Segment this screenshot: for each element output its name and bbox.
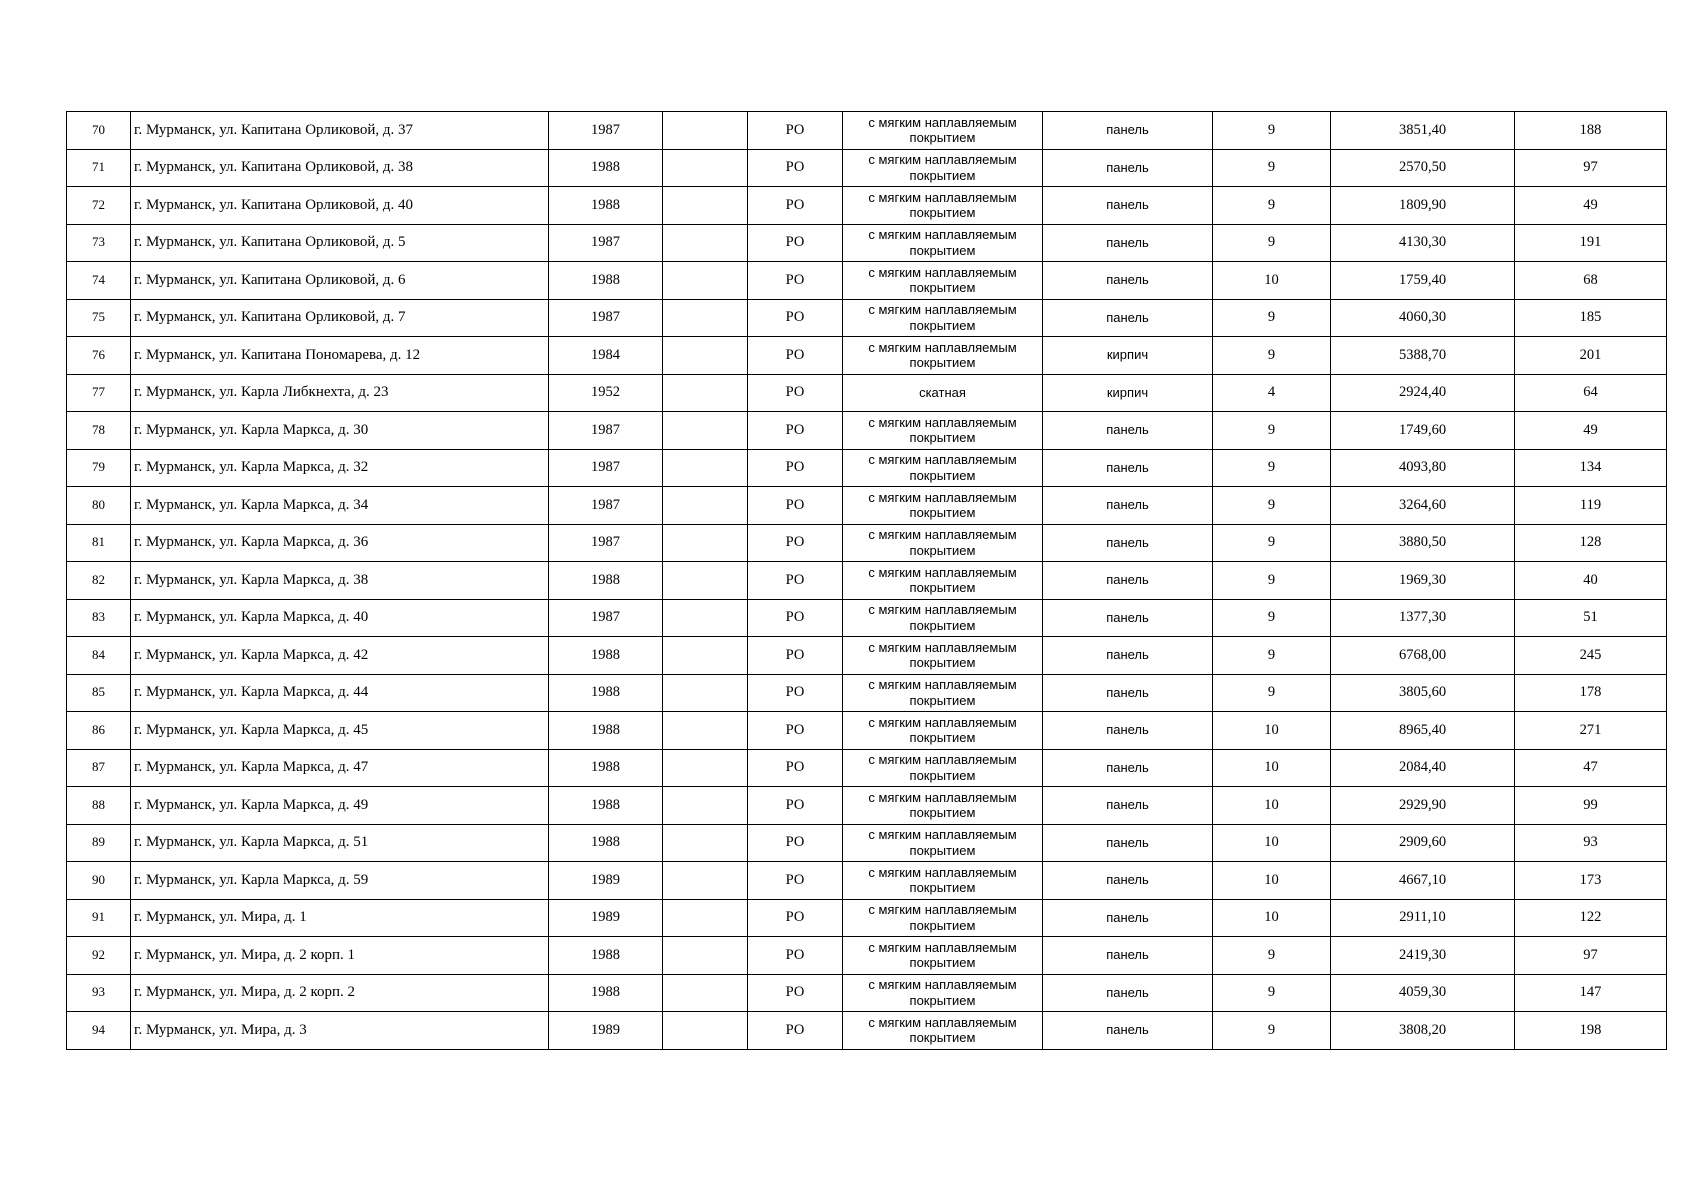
program-cell: РО (748, 149, 843, 187)
program-cell: РО (748, 862, 843, 900)
wall-material-cell: панель (1043, 599, 1213, 637)
residents-cell: 68 (1515, 262, 1667, 300)
wall-material-cell: панель (1043, 974, 1213, 1012)
row-number-cell: 78 (67, 412, 131, 450)
residents-cell: 134 (1515, 449, 1667, 487)
floors-cell: 9 (1213, 187, 1331, 225)
address-cell: г. Мурманск, ул. Карла Маркса, д. 34 (131, 487, 549, 525)
area-cell: 3851,40 (1331, 112, 1515, 150)
year-built-cell: 1987 (549, 299, 663, 337)
address-cell: г. Мурманск, ул. Капитана Пономарева, д. 12 (131, 337, 549, 375)
area-cell: 2909,60 (1331, 824, 1515, 862)
roof-type-cell: с мягким наплавляемым покрытием (843, 937, 1043, 975)
table-row (67, 637, 1667, 675)
area-cell: 1377,30 (1331, 599, 1515, 637)
year-built-cell: 1987 (549, 524, 663, 562)
floors-cell: 9 (1213, 112, 1331, 150)
area-cell: 2911,10 (1331, 899, 1515, 937)
address-cell: г. Мурманск, ул. Капитана Орликовой, д. 6 (131, 262, 549, 300)
area-cell: 4130,30 (1331, 224, 1515, 262)
address-cell: г. Мурманск, ул. Карла Либкнехта, д. 23 (131, 374, 549, 412)
address-cell: г. Мурманск, ул. Карла Маркса, д. 32 (131, 449, 549, 487)
roof-type-cell: с мягким наплавляемым покрытием (843, 412, 1043, 450)
program-cell: РО (748, 1012, 843, 1050)
residents-cell: 271 (1515, 712, 1667, 750)
address-cell: г. Мурманск, ул. Мира, д. 2 корп. 2 (131, 974, 549, 1012)
program-cell: РО (748, 749, 843, 787)
floors-cell: 10 (1213, 824, 1331, 862)
residents-cell: 51 (1515, 599, 1667, 637)
roof-type-cell: скатная (843, 374, 1043, 412)
program-cell: РО (748, 637, 843, 675)
floors-cell: 9 (1213, 637, 1331, 675)
row-number-cell: 77 (67, 374, 131, 412)
floors-cell: 10 (1213, 787, 1331, 825)
year-built-cell: 1989 (549, 1012, 663, 1050)
floors-cell: 4 (1213, 374, 1331, 412)
wall-material-cell: кирпич (1043, 374, 1213, 412)
program-cell: РО (748, 187, 843, 225)
table-row (67, 712, 1667, 750)
address-cell: г. Мурманск, ул. Капитана Орликовой, д. 7 (131, 299, 549, 337)
program-cell: РО (748, 899, 843, 937)
table-row (67, 449, 1667, 487)
address-cell: г. Мурманск, ул. Карла Маркса, д. 47 (131, 749, 549, 787)
wall-material-cell: панель (1043, 112, 1213, 150)
program-cell: РО (748, 524, 843, 562)
row-number-cell: 91 (67, 899, 131, 937)
residents-cell: 119 (1515, 487, 1667, 525)
area-cell: 8965,40 (1331, 712, 1515, 750)
wall-material-cell: панель (1043, 187, 1213, 225)
table-row (67, 937, 1667, 975)
program-cell: РО (748, 487, 843, 525)
empty-cell (663, 299, 748, 337)
residents-cell: 201 (1515, 337, 1667, 375)
roof-type-cell: с мягким наплавляемым покрытием (843, 674, 1043, 712)
year-built-cell: 1989 (549, 899, 663, 937)
program-cell: РО (748, 112, 843, 150)
wall-material-cell: панель (1043, 149, 1213, 187)
table-row (67, 524, 1667, 562)
table-row (67, 412, 1667, 450)
floors-cell: 9 (1213, 412, 1331, 450)
area-cell: 1969,30 (1331, 562, 1515, 600)
row-number-cell: 89 (67, 824, 131, 862)
floors-cell: 9 (1213, 449, 1331, 487)
residents-cell: 173 (1515, 862, 1667, 900)
year-built-cell: 1988 (549, 712, 663, 750)
row-number-cell: 94 (67, 1012, 131, 1050)
year-built-cell: 1988 (549, 187, 663, 225)
residents-cell: 198 (1515, 1012, 1667, 1050)
empty-cell (663, 449, 748, 487)
address-cell: г. Мурманск, ул. Капитана Орликовой, д. 37 (131, 112, 549, 150)
program-cell: РО (748, 337, 843, 375)
residents-cell: 245 (1515, 637, 1667, 675)
table-row (67, 187, 1667, 225)
address-cell: г. Мурманск, ул. Карла Маркса, д. 44 (131, 674, 549, 712)
year-built-cell: 1987 (549, 412, 663, 450)
year-built-cell: 1988 (549, 749, 663, 787)
empty-cell (663, 187, 748, 225)
empty-cell (663, 637, 748, 675)
area-cell: 6768,00 (1331, 637, 1515, 675)
wall-material-cell: панель (1043, 749, 1213, 787)
program-cell: РО (748, 412, 843, 450)
address-cell: г. Мурманск, ул. Капитана Орликовой, д. 5 (131, 224, 549, 262)
year-built-cell: 1988 (549, 824, 663, 862)
wall-material-cell: панель (1043, 449, 1213, 487)
empty-cell (663, 787, 748, 825)
empty-cell (663, 862, 748, 900)
area-cell: 2419,30 (1331, 937, 1515, 975)
row-number-cell: 88 (67, 787, 131, 825)
address-cell: г. Мурманск, ул. Карла Маркса, д. 30 (131, 412, 549, 450)
residents-cell: 122 (1515, 899, 1667, 937)
floors-cell: 9 (1213, 1012, 1331, 1050)
floors-cell: 10 (1213, 712, 1331, 750)
wall-material-cell: панель (1043, 224, 1213, 262)
program-cell: РО (748, 262, 843, 300)
area-cell: 4060,30 (1331, 299, 1515, 337)
row-number-cell: 85 (67, 674, 131, 712)
table-row (67, 112, 1667, 150)
residents-cell: 47 (1515, 749, 1667, 787)
housing-registry-table (66, 111, 1667, 1050)
empty-cell (663, 674, 748, 712)
row-number-cell: 84 (67, 637, 131, 675)
year-built-cell: 1988 (549, 787, 663, 825)
empty-cell (663, 149, 748, 187)
program-cell: РО (748, 224, 843, 262)
empty-cell (663, 112, 748, 150)
wall-material-cell: панель (1043, 787, 1213, 825)
year-built-cell: 1988 (549, 562, 663, 600)
row-number-cell: 93 (67, 974, 131, 1012)
roof-type-cell: с мягким наплавляемым покрытием (843, 187, 1043, 225)
year-built-cell: 1988 (549, 674, 663, 712)
row-number-cell: 72 (67, 187, 131, 225)
row-number-cell: 76 (67, 337, 131, 375)
table-row (67, 149, 1667, 187)
year-built-cell: 1989 (549, 862, 663, 900)
area-cell: 3264,60 (1331, 487, 1515, 525)
roof-type-cell: с мягким наплавляемым покрытием (843, 224, 1043, 262)
row-number-cell: 75 (67, 299, 131, 337)
residents-cell: 49 (1515, 187, 1667, 225)
program-cell: РО (748, 937, 843, 975)
floors-cell: 10 (1213, 899, 1331, 937)
table-row (67, 899, 1667, 937)
roof-type-cell: с мягким наплавляемым покрытием (843, 337, 1043, 375)
empty-cell (663, 337, 748, 375)
year-built-cell: 1988 (549, 262, 663, 300)
empty-cell (663, 562, 748, 600)
year-built-cell: 1988 (549, 974, 663, 1012)
year-built-cell: 1987 (549, 112, 663, 150)
table-body (67, 112, 1667, 1050)
row-number-cell: 82 (67, 562, 131, 600)
address-cell: г. Мурманск, ул. Карла Маркса, д. 59 (131, 862, 549, 900)
address-cell: г. Мурманск, ул. Карла Маркса, д. 42 (131, 637, 549, 675)
wall-material-cell: панель (1043, 524, 1213, 562)
area-cell: 3880,50 (1331, 524, 1515, 562)
residents-cell: 93 (1515, 824, 1667, 862)
row-number-cell: 83 (67, 599, 131, 637)
roof-type-cell: с мягким наплавляемым покрытием (843, 899, 1043, 937)
empty-cell (663, 412, 748, 450)
program-cell: РО (748, 674, 843, 712)
roof-type-cell: с мягким наплавляемым покрытием (843, 487, 1043, 525)
residents-cell: 178 (1515, 674, 1667, 712)
year-built-cell: 1988 (549, 149, 663, 187)
roof-type-cell: с мягким наплавляемым покрытием (843, 749, 1043, 787)
floors-cell: 9 (1213, 937, 1331, 975)
empty-cell (663, 262, 748, 300)
address-cell: г. Мурманск, ул. Мира, д. 2 корп. 1 (131, 937, 549, 975)
roof-type-cell: с мягким наплавляемым покрытием (843, 974, 1043, 1012)
wall-material-cell: панель (1043, 1012, 1213, 1050)
year-built-cell: 1987 (549, 224, 663, 262)
address-cell: г. Мурманск, ул. Капитана Орликовой, д. 40 (131, 187, 549, 225)
year-built-cell: 1988 (549, 937, 663, 975)
program-cell: РО (748, 299, 843, 337)
row-number-cell: 92 (67, 937, 131, 975)
roof-type-cell: с мягким наплавляемым покрытием (843, 637, 1043, 675)
row-number-cell: 90 (67, 862, 131, 900)
row-number-cell: 80 (67, 487, 131, 525)
empty-cell (663, 487, 748, 525)
address-cell: г. Мурманск, ул. Мира, д. 1 (131, 899, 549, 937)
area-cell: 1759,40 (1331, 262, 1515, 300)
roof-type-cell: с мягким наплавляемым покрытием (843, 599, 1043, 637)
row-number-cell: 79 (67, 449, 131, 487)
table-row (67, 787, 1667, 825)
row-number-cell: 81 (67, 524, 131, 562)
empty-cell (663, 224, 748, 262)
table-row (67, 824, 1667, 862)
table-row (67, 674, 1667, 712)
roof-type-cell: с мягким наплавляемым покрытием (843, 524, 1043, 562)
empty-cell (663, 599, 748, 637)
roof-type-cell: с мягким наплавляемым покрытием (843, 824, 1043, 862)
row-number-cell: 73 (67, 224, 131, 262)
floors-cell: 10 (1213, 262, 1331, 300)
year-built-cell: 1987 (549, 487, 663, 525)
table-row (67, 299, 1667, 337)
wall-material-cell: панель (1043, 299, 1213, 337)
residents-cell: 49 (1515, 412, 1667, 450)
empty-cell (663, 712, 748, 750)
empty-cell (663, 374, 748, 412)
roof-type-cell: с мягким наплавляемым покрытием (843, 112, 1043, 150)
table-row (67, 1012, 1667, 1050)
table-row (67, 599, 1667, 637)
table-row (67, 749, 1667, 787)
address-cell: г. Мурманск, ул. Карла Маркса, д. 38 (131, 562, 549, 600)
area-cell: 1809,90 (1331, 187, 1515, 225)
row-number-cell: 71 (67, 149, 131, 187)
floors-cell: 10 (1213, 749, 1331, 787)
wall-material-cell: панель (1043, 899, 1213, 937)
floors-cell: 9 (1213, 524, 1331, 562)
wall-material-cell: панель (1043, 862, 1213, 900)
year-built-cell: 1988 (549, 637, 663, 675)
program-cell: РО (748, 974, 843, 1012)
residents-cell: 97 (1515, 937, 1667, 975)
year-built-cell: 1987 (549, 449, 663, 487)
row-number-cell: 86 (67, 712, 131, 750)
area-cell: 5388,70 (1331, 337, 1515, 375)
floors-cell: 9 (1213, 149, 1331, 187)
roof-type-cell: с мягким наплавляемым покрытием (843, 712, 1043, 750)
floors-cell: 9 (1213, 562, 1331, 600)
floors-cell: 9 (1213, 487, 1331, 525)
wall-material-cell: панель (1043, 412, 1213, 450)
area-cell: 2924,40 (1331, 374, 1515, 412)
area-cell: 3805,60 (1331, 674, 1515, 712)
program-cell: РО (748, 787, 843, 825)
table-row (67, 224, 1667, 262)
row-number-cell: 74 (67, 262, 131, 300)
address-cell: г. Мурманск, ул. Карла Маркса, д. 49 (131, 787, 549, 825)
residents-cell: 191 (1515, 224, 1667, 262)
floors-cell: 9 (1213, 299, 1331, 337)
roof-type-cell: с мягким наплавляемым покрытием (843, 1012, 1043, 1050)
wall-material-cell: кирпич (1043, 337, 1213, 375)
address-cell: г. Мурманск, ул. Карла Маркса, д. 36 (131, 524, 549, 562)
area-cell: 4667,10 (1331, 862, 1515, 900)
program-cell: РО (748, 562, 843, 600)
program-cell: РО (748, 374, 843, 412)
floors-cell: 9 (1213, 974, 1331, 1012)
floors-cell: 9 (1213, 337, 1331, 375)
area-cell: 1749,60 (1331, 412, 1515, 450)
program-cell: РО (748, 712, 843, 750)
roof-type-cell: с мягким наплавляемым покрытием (843, 449, 1043, 487)
residents-cell: 128 (1515, 524, 1667, 562)
area-cell: 2570,50 (1331, 149, 1515, 187)
empty-cell (663, 524, 748, 562)
table-row (67, 374, 1667, 412)
address-cell: г. Мурманск, ул. Капитана Орликовой, д. 38 (131, 149, 549, 187)
address-cell: г. Мурманск, ул. Карла Маркса, д. 51 (131, 824, 549, 862)
address-cell: г. Мурманск, ул. Карла Маркса, д. 45 (131, 712, 549, 750)
wall-material-cell: панель (1043, 937, 1213, 975)
empty-cell (663, 749, 748, 787)
empty-cell (663, 899, 748, 937)
program-cell: РО (748, 824, 843, 862)
address-cell: г. Мурманск, ул. Мира, д. 3 (131, 1012, 549, 1050)
year-built-cell: 1952 (549, 374, 663, 412)
table-row (67, 974, 1667, 1012)
roof-type-cell: с мягким наплавляемым покрытием (843, 787, 1043, 825)
year-built-cell: 1984 (549, 337, 663, 375)
floors-cell: 9 (1213, 599, 1331, 637)
wall-material-cell: панель (1043, 562, 1213, 600)
empty-cell (663, 1012, 748, 1050)
roof-type-cell: с мягким наплавляемым покрытием (843, 862, 1043, 900)
roof-type-cell: с мягким наплавляемым покрытием (843, 299, 1043, 337)
area-cell: 4059,30 (1331, 974, 1515, 1012)
floors-cell: 10 (1213, 862, 1331, 900)
wall-material-cell: панель (1043, 262, 1213, 300)
area-cell: 3808,20 (1331, 1012, 1515, 1050)
floors-cell: 9 (1213, 224, 1331, 262)
wall-material-cell: панель (1043, 674, 1213, 712)
address-cell: г. Мурманск, ул. Карла Маркса, д. 40 (131, 599, 549, 637)
residents-cell: 188 (1515, 112, 1667, 150)
residents-cell: 40 (1515, 562, 1667, 600)
table-row (67, 337, 1667, 375)
residents-cell: 97 (1515, 149, 1667, 187)
wall-material-cell: панель (1043, 637, 1213, 675)
year-built-cell: 1987 (549, 599, 663, 637)
table-row (67, 487, 1667, 525)
residents-cell: 147 (1515, 974, 1667, 1012)
roof-type-cell: с мягким наплавляемым покрытием (843, 262, 1043, 300)
residents-cell: 185 (1515, 299, 1667, 337)
area-cell: 2084,40 (1331, 749, 1515, 787)
residents-cell: 99 (1515, 787, 1667, 825)
wall-material-cell: панель (1043, 712, 1213, 750)
table-row (67, 862, 1667, 900)
roof-type-cell: с мягким наплавляемым покрытием (843, 149, 1043, 187)
empty-cell (663, 937, 748, 975)
table-row (67, 562, 1667, 600)
wall-material-cell: панель (1043, 487, 1213, 525)
roof-type-cell: с мягким наплавляемым покрытием (843, 562, 1043, 600)
residents-cell: 64 (1515, 374, 1667, 412)
row-number-cell: 70 (67, 112, 131, 150)
area-cell: 4093,80 (1331, 449, 1515, 487)
empty-cell (663, 974, 748, 1012)
empty-cell (663, 824, 748, 862)
area-cell: 2929,90 (1331, 787, 1515, 825)
program-cell: РО (748, 449, 843, 487)
floors-cell: 9 (1213, 674, 1331, 712)
wall-material-cell: панель (1043, 824, 1213, 862)
row-number-cell: 87 (67, 749, 131, 787)
table-row (67, 262, 1667, 300)
program-cell: РО (748, 599, 843, 637)
